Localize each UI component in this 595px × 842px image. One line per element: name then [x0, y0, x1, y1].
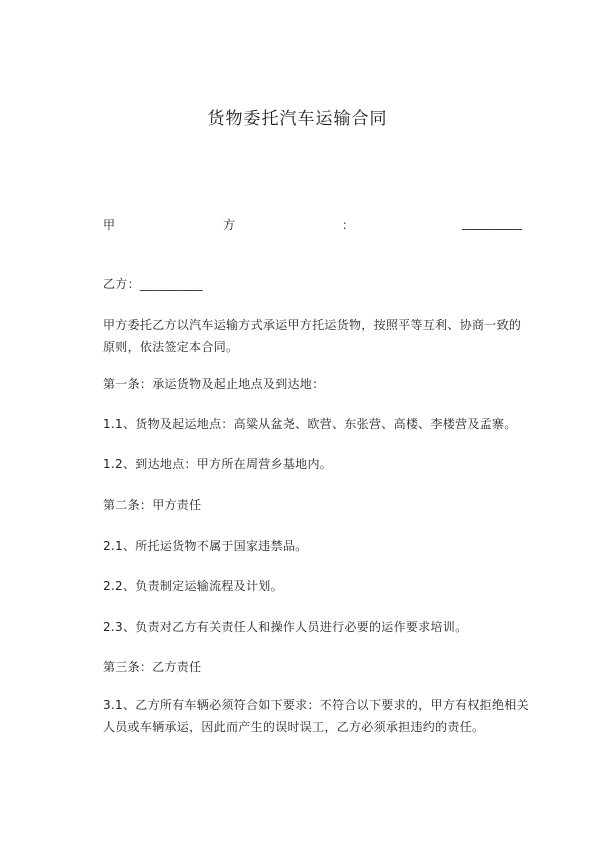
party-a-line — [103, 216, 523, 234]
article-1-clause-1: 1.1、货物及起运地点：高粱从盆尧、欧营、东张营、高楼、李楼营及孟寨。 — [103, 417, 517, 431]
article-2-clause-1: 2.1、所托运货物不属于国家违禁品。 — [103, 539, 308, 553]
article-2-clause-2: 2.2、负责制定运输流程及计划。 — [103, 579, 283, 593]
article-2-heading: 第二条：甲方责任 — [103, 498, 202, 512]
party-a-char-2: 方 — [223, 218, 236, 232]
party-a-colon: ： — [342, 218, 355, 232]
article-3-heading: 第三条：乙方责任 — [103, 660, 202, 674]
party-b-line: 乙方：__________ — [103, 277, 203, 291]
intro-paragraph: 甲方委托乙方以汽车运输方式承运甲方托运货物，按照平等互利、协商一致的原则，依法签定本合同。 — [103, 318, 522, 354]
article-1-heading: 第一条：承运货物及起止地点及到达地： — [103, 377, 325, 391]
article-1-clause-2: 1.2、到达地点：甲方所在周营乡基地内。 — [103, 457, 333, 471]
party-a-blank: __________ — [462, 216, 522, 230]
document-title: 货物委托汽车运输合同 — [207, 109, 388, 129]
article-2-clause-3: 2.3、负责对乙方有关责任人和操作人员进行必要的运作要求培训。 — [103, 620, 468, 634]
article-3-clause-1: 3.1、乙方所有车辆必须符合如下要求：不符合以下要求的，甲方有权拒绝相关人员或车辆承运，因此而产生的误时误工，乙方必须承担违约的责任。 — [103, 698, 529, 734]
party-a-char-1: 甲 — [103, 218, 116, 232]
